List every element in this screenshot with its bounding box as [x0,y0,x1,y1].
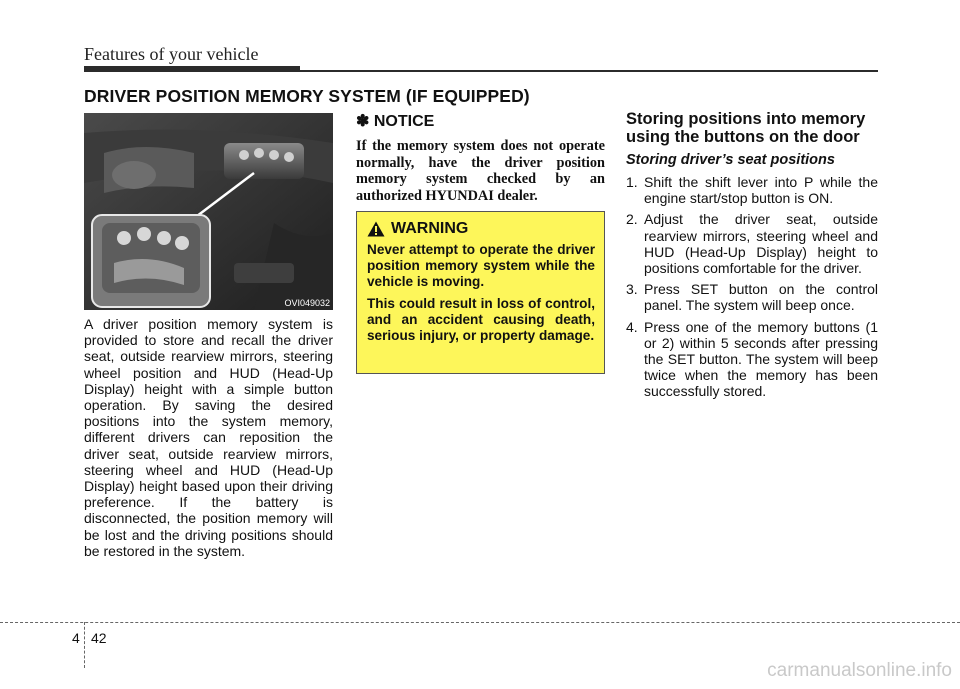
watermark: carmanualsonline.info [767,660,952,681]
step-text: Press SET button on the control panel. The system will beep once. [644,281,878,314]
storing-steps [626,174,878,405]
section-title: DRIVER POSITION MEMORY SYSTEM (IF EQUIPPED) [84,86,530,106]
step-number: 1. [626,174,638,190]
page-number: 42 [91,630,107,646]
intro-paragraph: A driver position memory system is provided to store and recall the driver seat, outside rearview mirrors, steering wheel position and HUD (Head-Up Display) height with a simple button operation. By saving the desired positions into the system memory, different drivers can reposition the driver seat, outside rearview mirrors, steering wheel and HUD (Head-Up Display) height based upon their driving preference. If the battery is disconnected, the position memory will be lost and the driving positions should be restored in the system. [84,316,333,559]
chapter-number: 4 [72,630,80,646]
door-memory-buttons-photo [84,113,333,310]
notice-heading [356,111,434,131]
footer-rule [0,622,960,623]
running-header: Features of your vehicle [84,44,259,64]
storing-subtitle: Storing driver’s seat positions [626,152,835,168]
figure-code: OVI049032 [284,298,330,308]
step-text: Adjust the driver seat, outside rearview mirrors, steering wheel and HUD (Head-Up Display) height to positions comfortable for the driver. [644,211,878,277]
warning-triangle-icon [367,221,385,237]
warning-paragraph-2: This could result in loss of control, and an accident causing death, serious injury, or property damage. [367,296,595,343]
warning-paragraph-1: Never attempt to operate the driver position memory system while the vehicle is moving. [367,242,595,289]
header-rule-thin [300,70,878,72]
step-number: 4. [626,318,638,335]
header-rule-thick [84,66,300,72]
storing-title: Storing positions into memory using the buttons on the door [626,110,866,146]
step-number: 2. [626,211,638,228]
step-text: Press one of the memory buttons (1 or 2) within 5 seconds after pressing the SET button. The system will beep twice when the memory has been successfully stored. [644,318,878,400]
step-item [626,319,878,400]
notice-title: NOTICE [373,113,435,130]
door-panel-illustration [84,113,333,310]
warning-heading [367,220,595,238]
warning-title: WARNING [391,220,469,237]
step-item [626,281,878,313]
step-text: Shift the shift lever into P while the engine start/stop button is ON. [644,174,878,207]
step-item [626,211,878,276]
notice-star-icon: ✽ [356,113,370,130]
warning-box [356,211,605,374]
notice-body: If the memory system does not operate normally, have the driver position memory system checked by an authorized HYUNDAI dealer. [356,138,605,204]
step-number: 3. [626,281,638,298]
footer-divider [84,622,85,668]
step-item [626,174,878,206]
